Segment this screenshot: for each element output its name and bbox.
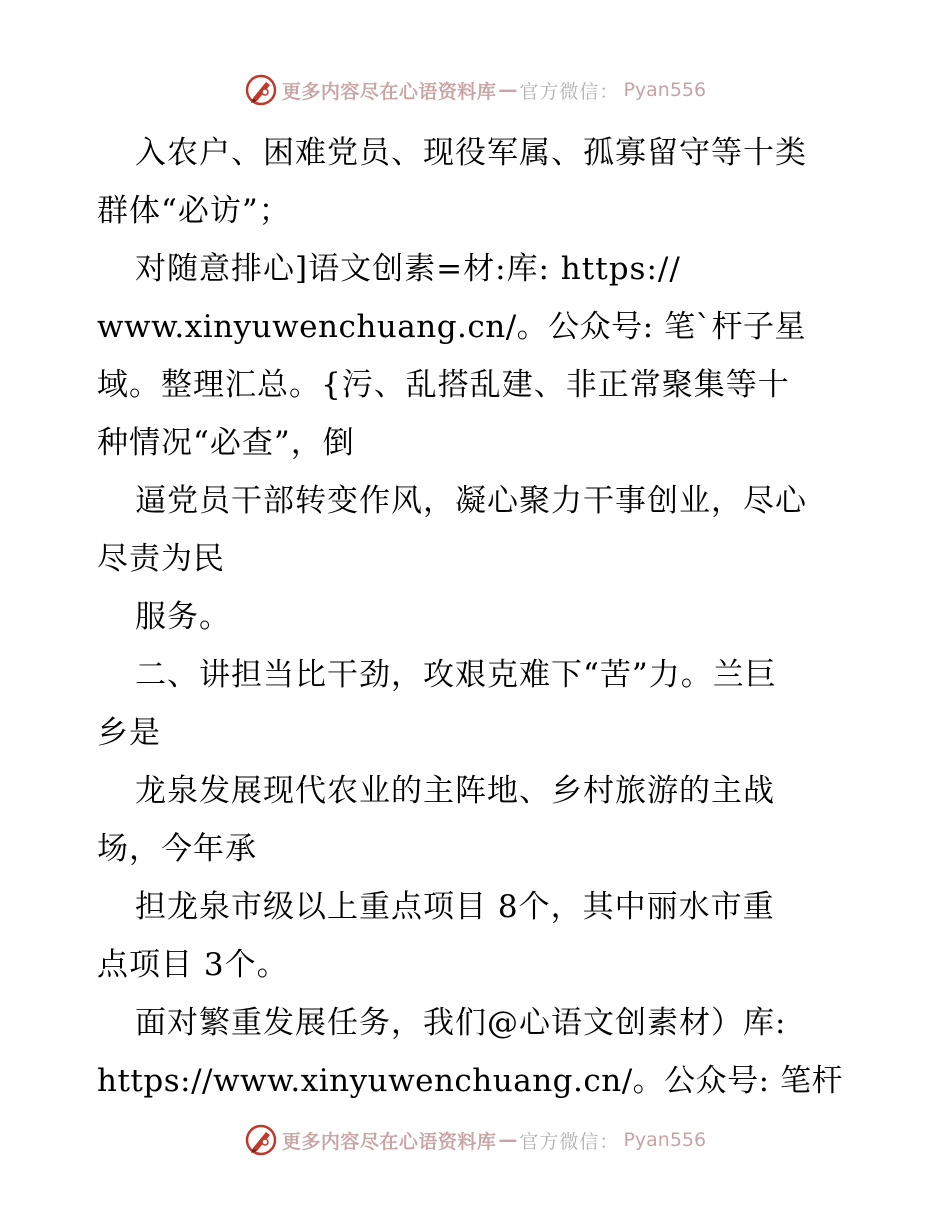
text-line: 面对繁重发展任务，我们@心语文创素材）库: <box>135 1005 787 1041</box>
header-banner <box>0 72 950 108</box>
banner-main-text: 更多内容尽在心语资料库 <box>281 80 497 103</box>
text-line: 群体“必访”； <box>97 193 291 229</box>
banner-dash: — <box>498 1129 518 1151</box>
banner-wechat-label: 官方微信： <box>519 80 620 103</box>
text-line: 二、讲担当比干劲，攻艰克难下“苦”力。兰巨 <box>135 657 777 693</box>
banner-dash: — <box>498 79 518 101</box>
text-line: https://www.xinyuwenchuang.cn/。公众号: 笔杆 <box>97 1063 843 1099</box>
banner-wechat-label: 官方微信： <box>519 1130 620 1153</box>
text-line: 龙泉发展现代农业的主阵地、乡村旅游的主战 <box>135 773 775 809</box>
text-line: 场，今年承 <box>97 831 257 867</box>
text-line: 入农户、困难党员、现役军属、孤寡留守等十类 <box>135 135 807 171</box>
pen-logo-icon <box>244 1123 278 1157</box>
text-line: www.xinyuwenchuang.cn/。公众号: 笔`杆子星 <box>97 309 806 345</box>
banner-wechat-id: Pyan556 <box>623 1129 707 1151</box>
banner-main-text: 更多内容尽在心语资料库 <box>281 1130 497 1153</box>
banner-wechat-id: Pyan556 <box>623 79 707 101</box>
text-line: 对随意排心]语文创素=材:库: https:// <box>135 251 681 287</box>
text-line: 乡是 <box>97 715 161 751</box>
text-line: 服务。 <box>135 599 231 635</box>
text-line: 种情况“必查”，倒 <box>97 425 355 461</box>
document-body <box>97 124 857 1110</box>
pen-logo-icon <box>244 73 278 107</box>
text-line: 点项目 3个。 <box>97 947 289 983</box>
text-line: 域。整理汇总。{污、乱搭乱建、非正常聚集等十 <box>97 367 790 403</box>
text-line: 逼党员干部转变作风，凝心聚力干事创业，尽心 <box>135 483 807 519</box>
text-line: 担龙泉市级以上重点项目 8个，其中丽水市重 <box>135 889 775 925</box>
footer-banner <box>0 1122 950 1158</box>
text-line: 尽责为民 <box>97 541 225 577</box>
